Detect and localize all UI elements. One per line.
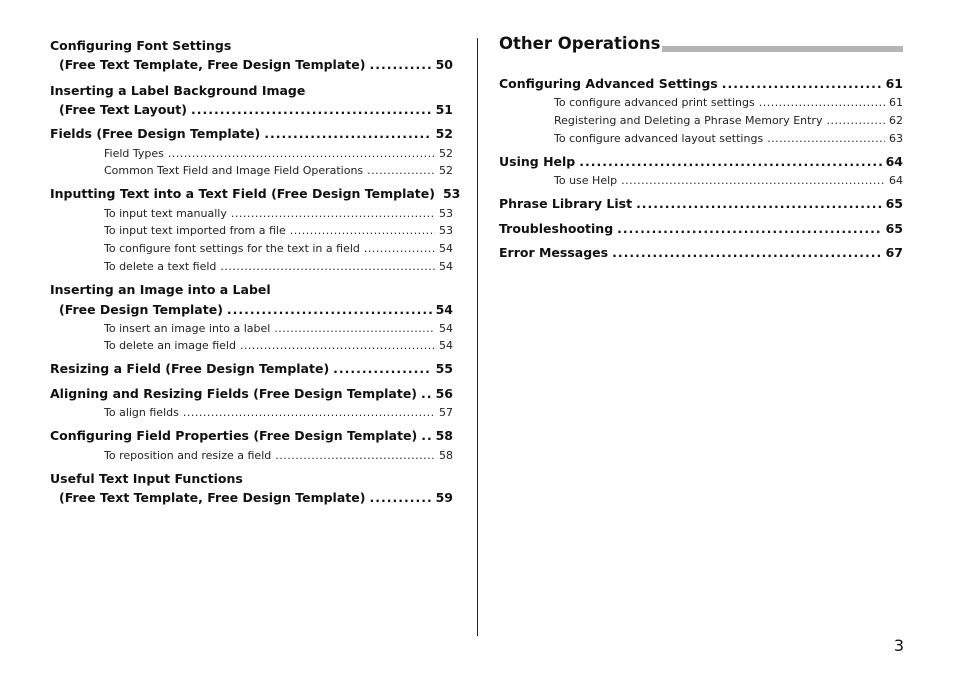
toc-entry-field-properties[interactable]: Configuring Field Properties (Free Design Template) ..... 58 bbox=[50, 428, 453, 443]
page-number: 3 bbox=[893, 636, 904, 655]
toc-heading-inserting-image: Inserting an Image into a Label bbox=[50, 282, 271, 297]
toc-sub-advanced-layout[interactable]: To configure advanced layout settings ..... 63 bbox=[499, 132, 903, 145]
toc-entry-troubleshooting[interactable]: Troubleshooting ..... 65 bbox=[499, 221, 903, 236]
toc-sub-input-manually[interactable]: To input text manually ..... 53 bbox=[50, 207, 453, 220]
toc-sub-reposition-resize[interactable]: To reposition and resize a field ..... 58 bbox=[50, 449, 453, 462]
toc-heading-useful-text-input: Useful Text Input Functions bbox=[50, 471, 243, 486]
toc-entry-label-background[interactable]: (Free Text Layout) ..... 51 bbox=[50, 102, 453, 117]
section-title: Other Operations bbox=[499, 34, 661, 53]
section-header bbox=[499, 34, 903, 56]
toc-sub-use-help[interactable]: To use Help ..... 64 bbox=[499, 174, 903, 187]
toc-sub-phrase-memory[interactable]: Registering and Deleting a Phrase Memory Entry ..... 62 bbox=[499, 114, 903, 127]
toc-sub-delete-image-field[interactable]: To delete an image field ..... 54 bbox=[50, 339, 453, 352]
toc-sub-font-settings-field[interactable]: To configure font settings for the text in a field ..... 54 bbox=[50, 242, 453, 255]
toc-entry-using-help[interactable]: Using Help ..... 64 bbox=[499, 154, 903, 169]
column-divider bbox=[477, 38, 478, 636]
toc-entry-useful-text-input[interactable]: (Free Text Template, Free Design Template) ..... 59 bbox=[50, 490, 453, 505]
toc-sub-insert-image[interactable]: To insert an image into a label ..... 54 bbox=[50, 322, 453, 335]
toc-sub-delete-text-field[interactable]: To delete a text field ..... 54 bbox=[50, 260, 453, 273]
toc-entry-advanced-settings[interactable]: Configuring Advanced Settings ..... 61 bbox=[499, 76, 903, 91]
toc-entry-aligning-fields[interactable]: Aligning and Resizing Fields (Free Design Template) ..... 56 bbox=[50, 386, 453, 401]
toc-sub-align-fields[interactable]: To align fields ..... 57 bbox=[50, 406, 453, 419]
toc-entry-phrase-library[interactable]: Phrase Library List ..... 65 bbox=[499, 196, 903, 211]
toc-sub-common-operations[interactable]: Common Text Field and Image Field Operations ..... 52 bbox=[50, 164, 453, 177]
toc-entry-resizing-field[interactable]: Resizing a Field (Free Design Template) ..... 55 bbox=[50, 361, 453, 376]
toc-sub-input-imported[interactable]: To input text imported from a file ..... 53 bbox=[50, 224, 453, 237]
toc-entry-error-messages[interactable]: Error Messages ..... 67 bbox=[499, 245, 903, 260]
toc-sub-advanced-print[interactable]: To configure advanced print settings ..... 61 bbox=[499, 96, 903, 109]
toc-entry-fields[interactable]: Fields (Free Design Template) ..... 52 bbox=[50, 126, 453, 141]
toc-sub-field-types[interactable]: Field Types ..... 52 bbox=[50, 147, 453, 160]
toc-entry-font-settings[interactable]: (Free Text Template, Free Design Template) ..... 50 bbox=[50, 57, 453, 72]
toc-heading-configuring-font-settings: Configuring Font Settings bbox=[50, 38, 232, 53]
toc-entry-inserting-image[interactable]: (Free Design Template) ..... 54 bbox=[50, 302, 453, 317]
toc-heading-label-background: Inserting a Label Background Image bbox=[50, 83, 306, 98]
toc-entry-inputting-text[interactable]: Inputting Text into a Text Field (Free Design Template) 53 bbox=[50, 186, 461, 201]
